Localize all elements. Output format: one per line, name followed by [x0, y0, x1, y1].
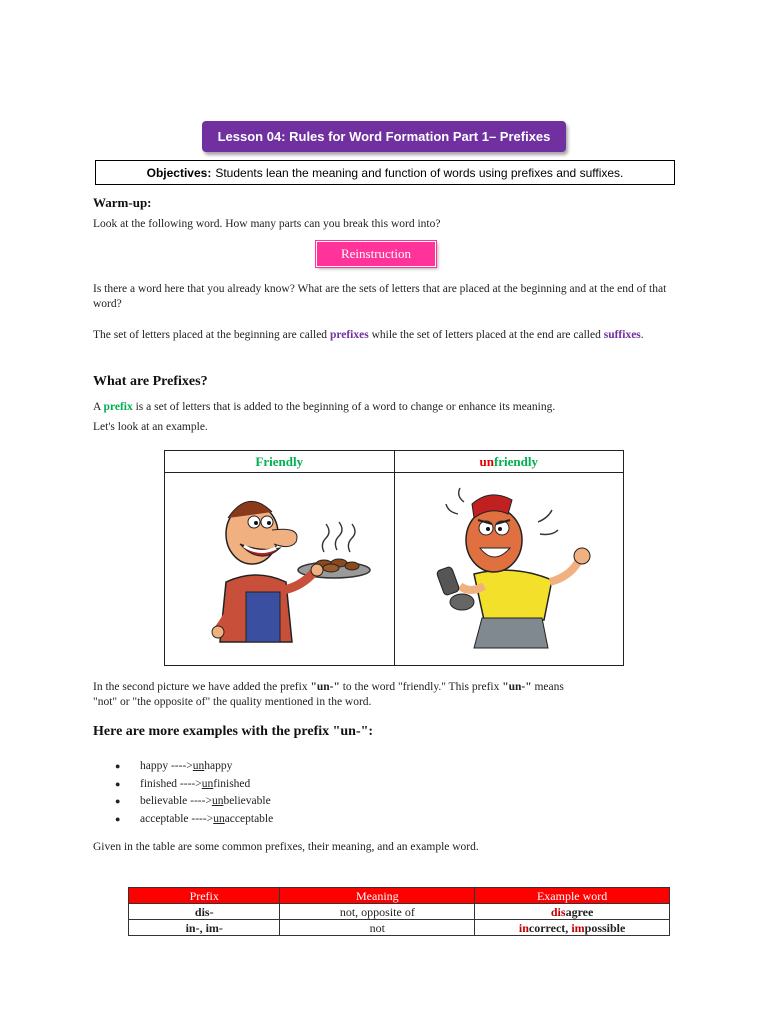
para2-text-b: while the set of letters placed at the end are called	[368, 329, 604, 341]
example-prefix: un	[192, 760, 205, 772]
list-item	[115, 811, 273, 829]
objectives-text: Students lean the meaning and function of words using prefixes and suffixes.	[215, 165, 624, 180]
prefix-table	[128, 887, 670, 936]
example-cell	[475, 904, 670, 920]
example-root-part: agree	[565, 904, 594, 919]
example-rest: believable	[223, 795, 271, 807]
example-prefix-part-2: im	[571, 920, 585, 935]
reinstruction-word-box: Reinstruction	[316, 241, 436, 267]
meaning-cell: not, opposite of	[280, 904, 475, 920]
prefix-definition	[93, 400, 683, 415]
explanation-line-2: "not" or "the opposite of" the quality mentioned in the word.	[93, 696, 372, 708]
warmup-question: Look at the following word. How many parts can you break this word into?	[93, 218, 441, 230]
objectives-label: Objectives:	[146, 165, 212, 180]
explanation-text-a: In the second picture we have added the prefix	[93, 681, 311, 693]
example-rest: acceptable	[224, 812, 274, 825]
prefix-term: prefix	[103, 401, 133, 413]
table-row	[129, 920, 670, 936]
example-prefix-part: dis	[550, 904, 566, 919]
example-prefix: un	[211, 795, 224, 807]
meaning-cell: not	[280, 920, 475, 936]
example-root-part-2: possible	[584, 920, 626, 935]
angry-man-illustration	[404, 482, 614, 652]
example-base: finished ---->	[140, 777, 202, 790]
example-base: believable ---->	[140, 795, 212, 807]
example-column-header: Example word	[475, 888, 670, 904]
list-item	[115, 758, 273, 776]
warmup-paragraph-2	[93, 328, 683, 343]
example-intro: Let's look at an example.	[93, 421, 208, 433]
bullet-icon: ●	[115, 796, 121, 806]
friendly-root: friendly	[493, 453, 539, 469]
un-examples-list	[115, 758, 273, 828]
example-rest: happy	[204, 760, 233, 772]
lesson-title-banner: Lesson 04: Rules for Word Formation Part 1– Prefixes	[202, 121, 566, 152]
example-prefix: un	[213, 812, 225, 825]
example-base: acceptable ---->	[140, 812, 214, 825]
explanation-text-b: to the word "friendly." This prefix	[339, 681, 503, 693]
unfriendly-header	[394, 451, 624, 473]
what-are-prefixes-heading: What are Prefixes?	[93, 374, 208, 389]
para2-text-c: .	[640, 329, 644, 341]
def-text-a: A	[93, 401, 104, 413]
objectives-box	[95, 160, 675, 185]
table-row	[129, 904, 670, 920]
explanation-paragraph	[93, 680, 683, 695]
table-intro: Given in the table are some common prefixes, their meaning, and an example word.	[93, 841, 479, 853]
prefix-column-header: Prefix	[129, 888, 280, 904]
prefixes-term: prefixes	[329, 329, 369, 341]
bullet-icon: ●	[115, 761, 121, 771]
meaning-column-header: Meaning	[280, 888, 475, 904]
explanation-text-c: means	[531, 681, 564, 693]
prefix-cell: dis-	[129, 904, 280, 920]
example-base: happy ---->	[140, 760, 193, 772]
suffixes-term: suffixes	[603, 329, 641, 341]
list-item	[115, 776, 273, 794]
example-prefix-part: in	[518, 920, 529, 935]
prefix-cell: in-, im-	[129, 920, 280, 936]
friendly-image-cell	[165, 473, 395, 666]
friendly-word: Friendly	[255, 453, 304, 469]
un-prefix-quote-1: "un-"	[310, 681, 340, 693]
example-prefix: un	[201, 777, 214, 790]
bullet-icon: ●	[115, 813, 121, 824]
def-text-b: is a set of letters that is added to the beginning of a word to change or enhance its meaning.	[132, 401, 556, 413]
un-prefix: un	[479, 453, 494, 469]
example-cell	[475, 920, 670, 936]
bullet-icon: ●	[115, 778, 121, 789]
warmup-paragraph-1: Is there a word here that you already know? What are the sets of letters that are placed at the beginning and at the end of that word?	[93, 283, 667, 310]
friendly-unfriendly-table	[164, 450, 624, 666]
more-examples-heading: Here are more examples with the prefix "un-":	[93, 724, 374, 739]
example-root-part: correct,	[528, 920, 572, 935]
warmup-heading: Warm-up:	[93, 195, 152, 210]
un-prefix-quote-2: "un-"	[502, 681, 532, 693]
friendly-header	[165, 451, 395, 473]
unfriendly-image-cell	[394, 473, 624, 666]
example-rest: finished	[213, 777, 251, 790]
friendly-man-illustration	[174, 482, 384, 652]
list-item	[115, 793, 273, 811]
para2-text-a: The set of letters placed at the beginning are called	[93, 329, 330, 341]
